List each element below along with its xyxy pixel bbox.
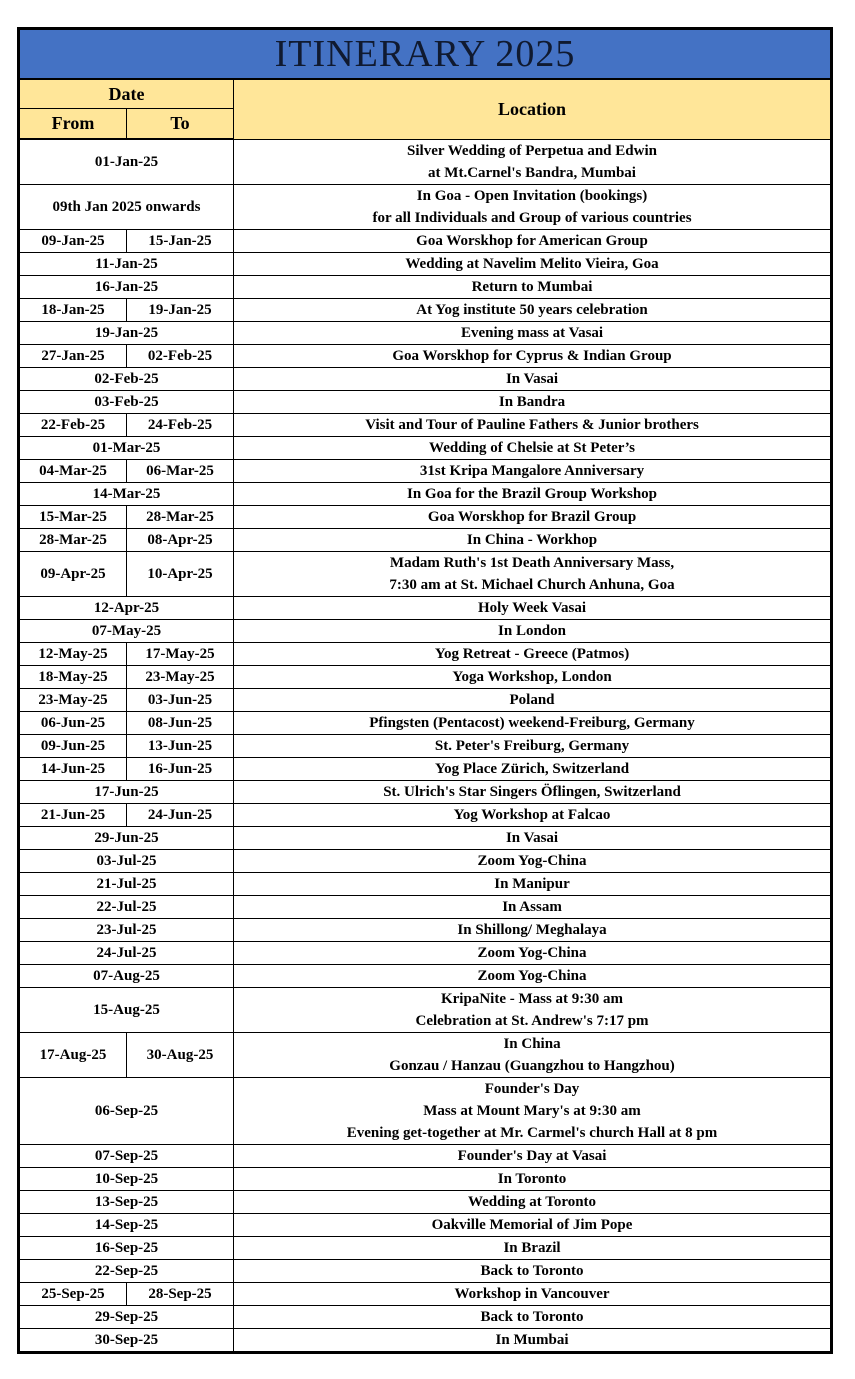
location-cell [234,184,832,229]
itinerary-table [17,27,833,1354]
location-line: Founder's Day [484,1080,580,1097]
location-cell [234,482,832,505]
location-cell [234,1213,832,1236]
date-from-cell: 14-Jun-25 [19,757,127,780]
date-cell: 11-Jan-25 [19,252,234,275]
date-to-cell: 16-Jun-25 [127,757,234,780]
date-cell: 17-Jun-25 [19,780,234,803]
location-cell [234,528,832,551]
location-line: at Mt.Carnel's Bandra, Mumbai [428,164,636,181]
table-row [19,390,832,413]
location-cell [234,734,832,757]
location-line: Evening mass at Vasai [460,324,604,341]
date-to-cell: 30-Aug-25 [127,1032,234,1077]
table-row [19,344,832,367]
date-cell: 12-Apr-25 [19,596,234,619]
location-line: Oakville Memorial of Jim Pope [431,1216,633,1233]
table-row [19,803,832,826]
date-cell: 07-Sep-25 [19,1144,234,1167]
date-to-cell: 03-Jun-25 [127,688,234,711]
table-row [19,596,832,619]
title-row [19,29,832,80]
location-line: St. Peter's Freiburg, Germany [434,737,630,754]
table-row [19,665,832,688]
location-line: Celebration at St. Andrew's 7:17 pm [415,1012,649,1029]
date-cell: 24-Jul-25 [19,941,234,964]
location-line: Wedding at Toronto [467,1193,597,1210]
date-cell: 07-Aug-25 [19,964,234,987]
date-from-cell: 09-Jan-25 [19,229,127,252]
location-line: In Brazil [503,1239,561,1256]
table-row [19,413,832,436]
table-row [19,826,832,849]
date-cell: 22-Jul-25 [19,895,234,918]
table-row [19,275,832,298]
location-cell [234,1259,832,1282]
date-to-cell: 19-Jan-25 [127,298,234,321]
location-cell [234,390,832,413]
location-cell [234,505,832,528]
date-from-cell: 28-Mar-25 [19,528,127,551]
table-row [19,459,832,482]
location-cell [234,367,832,390]
location-line: Pfingsten (Pentacost) weekend-Freiburg, Germany [369,714,695,731]
location-line: Wedding of Chelsie at St Peter’s [429,439,635,456]
location-line: Zoom Yog-China [477,944,587,961]
location-cell [234,275,832,298]
location-line: In China - Workhop [466,531,598,548]
location-line: Madam Ruth's 1st Death Anniversary Mass, [389,554,675,571]
date-to-cell: 10-Apr-25 [127,551,234,596]
date-cell: 06-Sep-25 [19,1077,234,1144]
location-line: In Mumbai [495,1331,569,1348]
date-from-cell: 21-Jun-25 [19,803,127,826]
location-line: Workshop in Vancouver [454,1285,610,1302]
location-line: Yog Workshop at Falcao [453,806,611,823]
table-row [19,987,832,1032]
location-cell [234,849,832,872]
location-line: In Vasai [505,829,559,846]
date-cell: 02-Feb-25 [19,367,234,390]
table-row [19,1032,832,1077]
date-to-cell: 08-Apr-25 [127,528,234,551]
location-cell [234,780,832,803]
location-cell [234,895,832,918]
location-line: In Shillong/ Meghalaya [457,921,607,938]
location-cell [234,1282,832,1305]
date-cell: 29-Jun-25 [19,826,234,849]
table-row [19,1144,832,1167]
table-row [19,1190,832,1213]
location-line: Zoom Yog-China [477,967,587,984]
location-cell [234,551,832,596]
table-row [19,321,832,344]
table-row [19,757,832,780]
date-from-cell: 09-Apr-25 [19,551,127,596]
location-cell [234,1305,832,1328]
location-line: In Goa for the Brazil Group Workshop [406,485,658,502]
table-row [19,1077,832,1144]
column-header-to: To [127,109,234,140]
date-from-cell: 12-May-25 [19,642,127,665]
table-row [19,619,832,642]
table-row [19,1305,832,1328]
date-cell: 03-Jul-25 [19,849,234,872]
date-cell: 22-Sep-25 [19,1259,234,1282]
location-cell [234,321,832,344]
date-from-cell: 25-Sep-25 [19,1282,127,1305]
date-from-cell: 15-Mar-25 [19,505,127,528]
date-from-cell: 22-Feb-25 [19,413,127,436]
date-from-cell: 04-Mar-25 [19,459,127,482]
location-line: Yog Place Zürich, Switzerland [434,760,630,777]
location-line: Founder's Day at Vasai [457,1147,607,1164]
header-row-date [19,79,832,109]
location-line: 31st Kripa Mangalore Anniversary [419,462,645,479]
location-cell [234,1190,832,1213]
date-to-cell: 06-Mar-25 [127,459,234,482]
date-cell: 30-Sep-25 [19,1328,234,1352]
date-cell: 13-Sep-25 [19,1190,234,1213]
itinerary-rows [19,139,832,1352]
date-cell: 01-Mar-25 [19,436,234,459]
location-line: In Manipur [494,875,570,892]
location-cell [234,1032,832,1077]
date-from-cell: 09-Jun-25 [19,734,127,757]
date-from-cell: 06-Jun-25 [19,711,127,734]
column-header-from: From [19,109,127,140]
location-cell [234,964,832,987]
location-line: St. Ulrich's Star Singers Öflingen, Switzerland [383,783,681,800]
date-cell: 01-Jan-25 [19,139,234,184]
date-to-cell: 02-Feb-25 [127,344,234,367]
location-cell [234,436,832,459]
location-line: Holy Week Vasai [477,599,587,616]
date-cell: 15-Aug-25 [19,987,234,1032]
location-cell [234,1236,832,1259]
date-cell: 21-Jul-25 [19,872,234,895]
location-line: Yog Retreat - Greece (Patmos) [434,645,630,662]
table-row [19,1259,832,1282]
date-to-cell: 15-Jan-25 [127,229,234,252]
date-from-cell: 17-Aug-25 [19,1032,127,1077]
table-row [19,139,832,184]
location-cell [234,987,832,1032]
table-row [19,436,832,459]
location-line: In Vasai [505,370,559,387]
location-cell [234,803,832,826]
location-cell [234,459,832,482]
location-cell [234,642,832,665]
location-cell [234,298,832,321]
location-cell [234,711,832,734]
table-row [19,505,832,528]
location-line: In London [498,622,566,639]
location-cell [234,1077,832,1144]
location-line: for all Individuals and Group of various countries [372,209,692,226]
date-cell: 03-Feb-25 [19,390,234,413]
date-from-cell: 18-May-25 [19,665,127,688]
date-cell: 14-Sep-25 [19,1213,234,1236]
table-row [19,551,832,596]
location-cell [234,665,832,688]
location-cell [234,1144,832,1167]
table-row [19,229,832,252]
location-line: Gonzau / Hanzau (Guangzhou to Hangzhou) [389,1057,675,1074]
table-row [19,895,832,918]
table-row [19,918,832,941]
table-row [19,1167,832,1190]
date-to-cell: 24-Jun-25 [127,803,234,826]
table-row [19,367,832,390]
location-line: In Assam [502,898,562,915]
location-line: In Bandra [498,393,566,410]
location-cell [234,413,832,436]
location-line: Yoga Workshop, London [452,668,612,685]
date-from-cell: 23-May-25 [19,688,127,711]
location-cell [234,872,832,895]
date-cell: 16-Jan-25 [19,275,234,298]
table-row [19,711,832,734]
location-cell [234,596,832,619]
location-cell [234,918,832,941]
location-cell [234,1167,832,1190]
location-cell [234,1328,832,1352]
date-to-cell: 28-Mar-25 [127,505,234,528]
location-line: Poland [509,691,555,708]
table-row [19,941,832,964]
location-cell [234,941,832,964]
location-line: Wedding at Navelim Melito Vieira, Goa [405,255,659,272]
date-from-cell: 27-Jan-25 [19,344,127,367]
location-line: Evening get-together at Mr. Carmel's church Hall at 8 pm [346,1124,718,1141]
date-cell: 09th Jan 2025 onwards [19,184,234,229]
table-row [19,734,832,757]
table-row [19,528,832,551]
date-to-cell: 17-May-25 [127,642,234,665]
date-to-cell: 28-Sep-25 [127,1282,234,1305]
date-to-cell: 13-Jun-25 [127,734,234,757]
location-cell [234,344,832,367]
location-line: In Goa - Open Invitation (bookings) [416,187,648,204]
location-cell [234,252,832,275]
table-row [19,252,832,275]
table-row [19,642,832,665]
location-line: Back to Toronto [480,1262,584,1279]
page-title: ITINERARY 2025 [19,29,832,80]
location-line: Mass at Mount Mary's at 9:30 am [423,1102,641,1119]
location-line: Goa Worskhop for Brazil Group [427,508,637,525]
location-cell [234,757,832,780]
location-line: KripaNite - Mass at 9:30 am [440,990,624,1007]
date-cell: 16-Sep-25 [19,1236,234,1259]
location-line: Silver Wedding of Perpetua and Edwin [407,142,657,159]
table-row [19,184,832,229]
location-cell [234,139,832,184]
table-row [19,1328,832,1352]
date-cell: 10-Sep-25 [19,1167,234,1190]
table-row [19,872,832,895]
location-line: At Yog institute 50 years celebration [416,301,648,318]
date-to-cell: 24-Feb-25 [127,413,234,436]
date-cell: 14-Mar-25 [19,482,234,505]
table-row [19,849,832,872]
table-row [19,780,832,803]
location-line: Zoom Yog-China [477,852,587,869]
location-line: Return to Mumbai [471,278,593,295]
date-to-cell: 08-Jun-25 [127,711,234,734]
column-header-date: Date [19,79,234,109]
table-row [19,1282,832,1305]
date-cell: 07-May-25 [19,619,234,642]
location-cell [234,229,832,252]
table-row [19,482,832,505]
table-row [19,688,832,711]
table-row [19,964,832,987]
location-line: In China [503,1035,561,1052]
table-row [19,1213,832,1236]
date-cell: 23-Jul-25 [19,918,234,941]
date-cell: 29-Sep-25 [19,1305,234,1328]
table-row [19,1236,832,1259]
location-line: Goa Worskhop for Cyprus & Indian Group [392,347,672,364]
date-to-cell: 23-May-25 [127,665,234,688]
location-cell [234,826,832,849]
location-line: 7:30 am at St. Michael Church Anhuna, Goa [389,576,675,593]
column-header-location: Location [234,79,832,139]
location-line: Goa Worskhop for American Group [416,232,648,249]
date-from-cell: 18-Jan-25 [19,298,127,321]
location-line: Visit and Tour of Pauline Fathers & Junior brothers [365,416,699,433]
location-line: In Toronto [497,1170,567,1187]
location-cell [234,619,832,642]
location-cell [234,688,832,711]
date-cell: 19-Jan-25 [19,321,234,344]
location-line: Back to Toronto [480,1308,584,1325]
table-row [19,298,832,321]
